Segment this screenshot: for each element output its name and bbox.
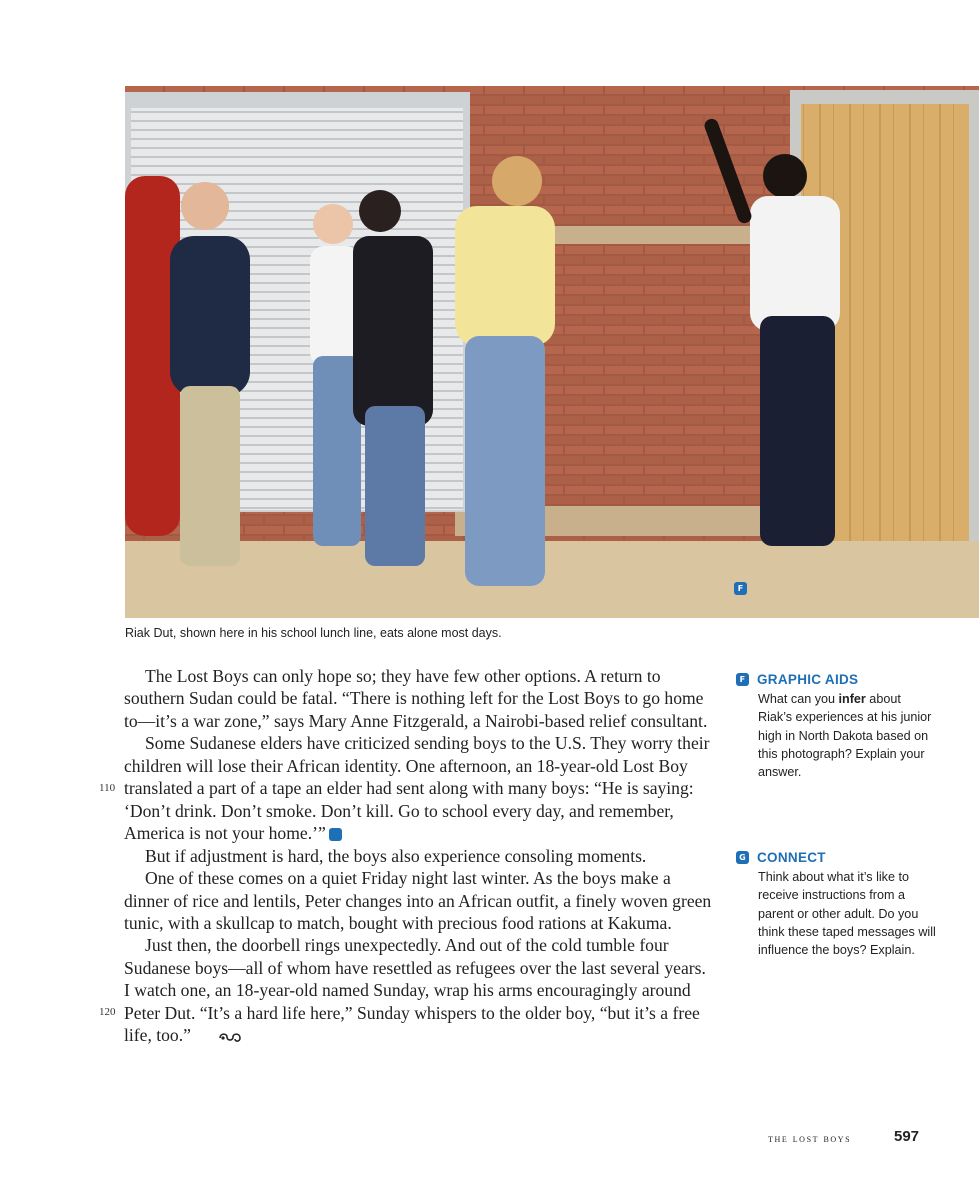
photo-caption: Riak Dut, shown here in his school lunch line, eats alone most days.	[125, 626, 502, 640]
graphic-aids-marker: F	[736, 673, 749, 686]
graphic-aids-text-before: What can you	[758, 692, 839, 706]
photo-illustration	[125, 86, 979, 618]
connect-note	[736, 848, 936, 959]
paragraph-2-text: Some Sudanese elders have criticized sending boys to the U.S. They worry their children will lose their African identity. One afternoon, an 18-year-old Lost Boy translated a part of a tape an elder had sent along with many boys: “He is saying: ‘Don’t drink. Don’t smoke. Don’t kill. Go to school every day, and remember, America is not your home.’”	[124, 733, 710, 844]
connect-inline-marker: G	[329, 828, 342, 841]
paragraph-5-text: Just then, the doorbell rings unexpectedly. And out of the cold tumble four Sudanese boys—all of whom have resettled as refugees over the last several years. I watch one, an 18-year-old named Sunday, wrap his arms encouragingly around Peter Dut. “It’s a hard life here,” Sunday whispers to the older boy, “but it’s a free life, too.”	[124, 935, 706, 1046]
connect-text: Think about what it’s like to receive instructions from a parent or other adult. Do you think these taped messages will influence the boys? Explain.	[758, 870, 936, 958]
graphic-aids-text-bold: infer	[838, 692, 866, 706]
paragraph-2	[124, 732, 714, 844]
school-lunch-line-photo	[125, 86, 979, 618]
line-number-120: 120	[99, 1006, 116, 1018]
connect-heading: CONNECT	[757, 849, 826, 865]
page-number: 597	[894, 1128, 920, 1145]
paragraph-3: But if adjustment is hard, the boys also experience consoling moments.	[145, 845, 647, 866]
article-body	[124, 665, 714, 1048]
graphic-aids-photo-marker: F	[734, 582, 747, 595]
paragraph-4: One of these comes on a quiet Friday night last winter. As the boys make a dinner of rice and lentils, Peter changes into an African outfit, a finely woven green tunic, with a skullcap to match, bought with precious food rations at Kakuma.	[124, 868, 712, 933]
graphic-aids-heading: GRAPHIC AIDS	[757, 671, 859, 687]
graphic-aids-text	[758, 690, 936, 781]
graphic-aids-text-after: about Riak’s experiences at his junior high in North Dakota based on this photograph? Explain your answer.	[758, 692, 932, 780]
graphic-aids-heading-row	[736, 670, 936, 688]
line-number-110: 110	[99, 782, 116, 794]
connect-heading-row	[736, 848, 936, 866]
connect-marker: G	[736, 851, 749, 864]
graphic-aids-note	[736, 670, 936, 781]
paragraph-5	[124, 934, 714, 1048]
running-footer-title: the lost boys	[768, 1133, 852, 1145]
paragraph-1: The Lost Boys can only hope so; they have few other options. A return to southern Sudan could be fatal. “There is nothing left for the Lost Boys to go home to—it’s a war zone,” says Mary Anne Fitzgerald, a Nairobi-based relief consultant.	[124, 666, 708, 731]
end-of-selection-icon	[197, 1026, 242, 1048]
